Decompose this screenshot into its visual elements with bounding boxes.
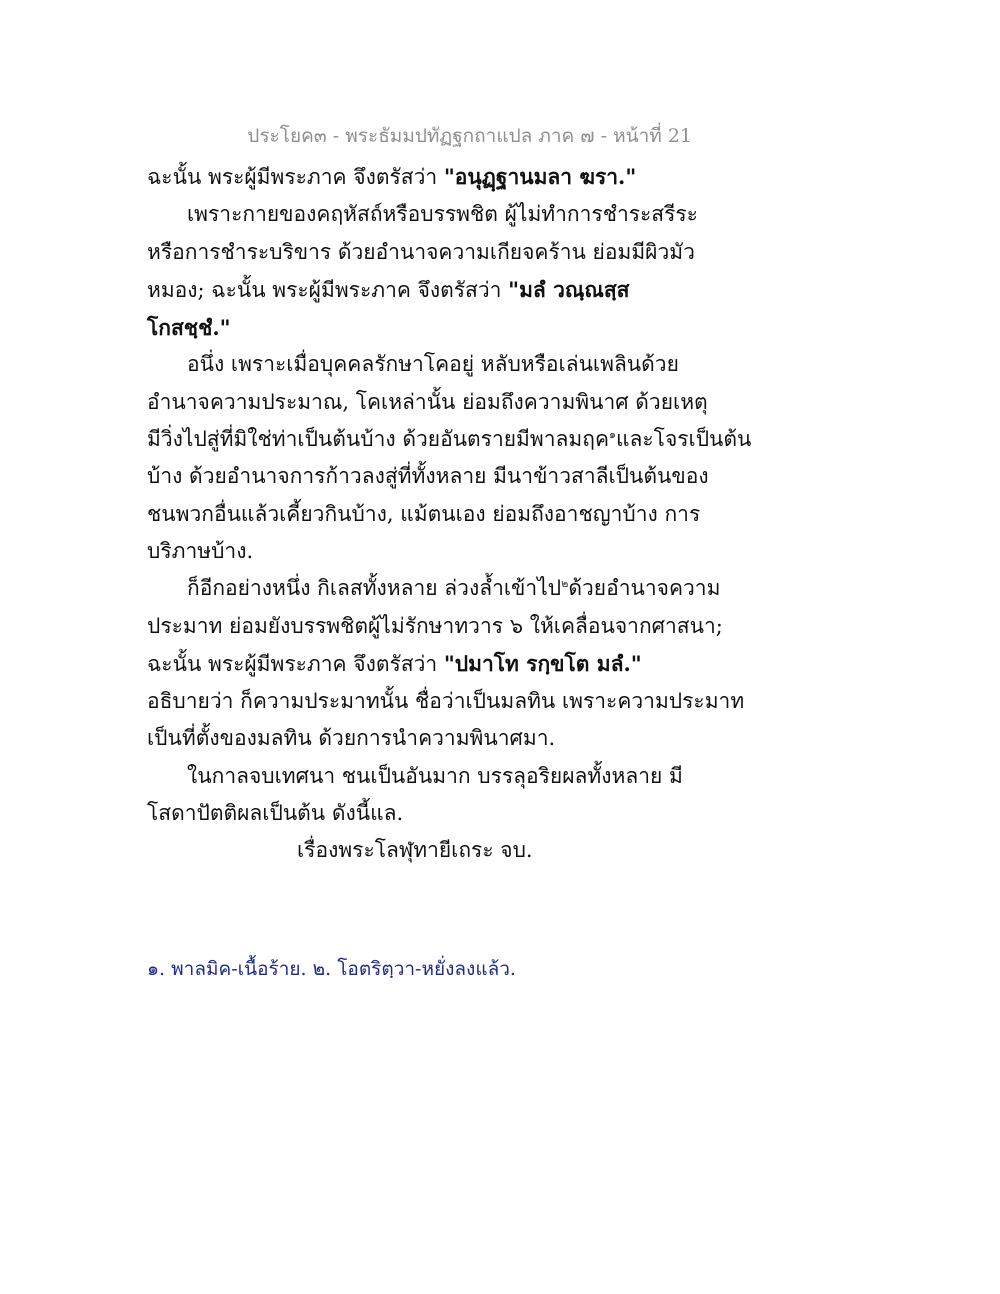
- story-end-line: เรื่องพระโลฬุทายีเถระ จบ.: [297, 838, 533, 863]
- text-line: หรือการชำระบริขาร ด้วยอำนาจความเกียจคร้าน ย่อมมีผิวมัว: [147, 239, 695, 264]
- text-line: อำนาจความประมาณ, โคเหล่านั้น ย่อมถึงความพินาศ ด้วยเหตุ: [147, 389, 708, 414]
- text-line: ชนพวกอื่นแล้วเคี้ยวกินบ้าง, แม้ตนเอง ย่อมถึงอาชญาบ้าง การ: [147, 501, 701, 526]
- text-span: มีวิ่งไปสู่ที่มิใช่ท่าเป็นต้นบ้าง ด้วยอันตรายมีพาลมฤค: [147, 427, 609, 452]
- footnote-marker: ๒: [561, 577, 569, 591]
- text-line: อธิบายว่า ก็ความประมาทนั้น ชื่อว่าเป็นมลทิน เพราะความประมาท: [147, 689, 745, 714]
- footnote-marker: ๑: [609, 428, 616, 442]
- text-line: โสดาปัตติผลเป็นต้น ดังนี้แล.: [147, 801, 404, 826]
- text-line: บริภาษบ้าง.: [147, 538, 254, 563]
- text-span: ด้วยอำนาจความ: [568, 576, 721, 601]
- pali-quote: "อนุฏฺฐานมลา ฆรา.": [443, 164, 637, 189]
- paragraph-start: อนึ่ง เพราะเมื่อบุคคลรักษาโคอยู่ หลับหรือเล่นเพลินด้วย: [187, 352, 679, 377]
- pali-quote: "ปมาโท รกฺขโต มลํ.": [443, 650, 642, 676]
- paragraph-start: [147, 570, 721, 607]
- text-line: [147, 645, 707, 683]
- text-line: บ้าง ด้วยอำนาจการก้าวลงสู่ที่ทั้งหลาย มีนาข้าวสาลีเป็นต้นของ: [147, 464, 709, 489]
- text-line: ประมาท ย่อมยังบรรพชิตผู้ไม่รักษาทวาร ๖ ให้เคลื่อนจากศาสนา;: [147, 613, 723, 638]
- text-span: ฉะนั้น พระผู้มีพระภาค จึงตรัสว่า: [147, 165, 444, 189]
- page-header: ประโยค๓ - พระธัมมปทัฏฐกถาแปล ภาค ๗ - หน้าที่ 21: [247, 125, 692, 147]
- paragraph-start: ในกาลจบเทศนา ชนเป็นอันมาก บรรลุอริยผลทั้งหลาย มี: [187, 763, 683, 788]
- text-line: [147, 158, 707, 196]
- text-span: และโจรเป็นต้น: [615, 427, 752, 452]
- pali-quote: "มลํ วณฺณสฺส: [508, 276, 630, 302]
- body-text: [147, 158, 752, 870]
- text-line: เป็นที่ตั้งของมลทิน ด้วยการนำความพินาศมา.: [147, 726, 556, 751]
- text-span: ก็อีกอย่างหนึ่ง กิเลสทั้งหลาย ล่วงล้ำเข้าไป: [187, 576, 562, 601]
- paragraph-start: เพราะกายของคฤหัสถ์หรือบรรพชิต ผู้ไม่ทำการชำระสรีระ: [187, 202, 698, 227]
- pali-quote: โกสชฺชํ.": [147, 315, 231, 341]
- text-line: [147, 421, 752, 458]
- text-span: หมอง; ฉะนั้น พระผู้มีพระภาค จึงตรัสว่า: [147, 277, 509, 302]
- text-span: ฉะนั้น พระผู้มีพระภาค จึงตรัสว่า: [147, 651, 444, 676]
- footnotes: ๑. พาลมิค-เนื้อร้าย. ๒. โอตริตฺวา-หยั่งลงแล้ว.: [147, 958, 516, 980]
- text-line: [147, 271, 707, 309]
